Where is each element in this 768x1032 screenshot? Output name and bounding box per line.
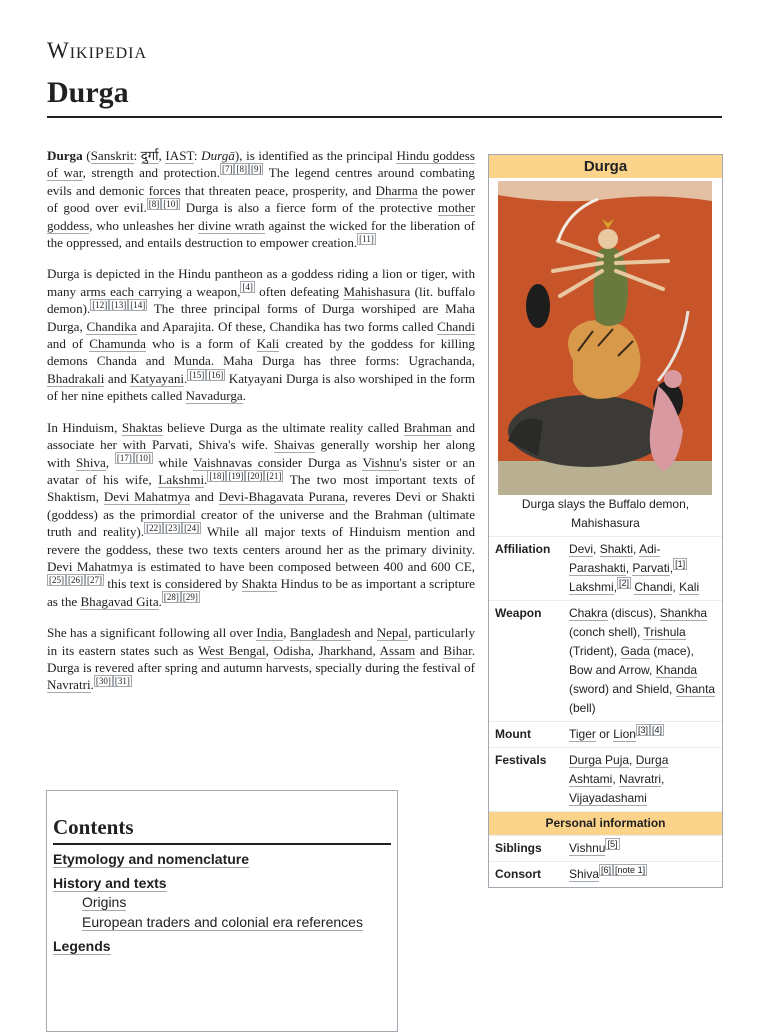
wiki-link[interactable]: Chandika (86, 318, 137, 334)
wiki-link[interactable]: [10] (163, 198, 179, 209)
wiki-link[interactable]: Kali (256, 336, 280, 352)
wiki-link[interactable]: Tiger (569, 727, 596, 741)
wiki-link[interactable]: Vaishnavas (193, 454, 253, 470)
wiki-link[interactable]: Shankha (659, 606, 708, 620)
wiki-link[interactable]: IAST (165, 148, 194, 163)
wiki-link[interactable]: [21] (266, 470, 282, 481)
wiki-link[interactable]: divine wrath (198, 217, 265, 233)
infobox-label: Siblings (495, 841, 542, 855)
wiki-link[interactable]: [5] (607, 839, 618, 849)
wiki-link[interactable]: [2] (619, 578, 630, 588)
wiki-link[interactable]: [30] (95, 676, 111, 687)
wiki-link[interactable]: Shakti (599, 542, 634, 556)
wiki-link[interactable]: Shaktas (121, 419, 163, 435)
wiki-link[interactable]: Shakta (241, 576, 278, 592)
wiki-link[interactable]: दुर्गा (140, 148, 159, 163)
wikipedia-logo[interactable]: Wikipedia (47, 38, 148, 63)
wiki-link[interactable]: [10] (135, 453, 151, 464)
citation[interactable] (599, 864, 647, 876)
wiki-link[interactable]: Nepal (376, 625, 408, 641)
wiki-link[interactable]: [23] (165, 522, 181, 533)
wiki-link[interactable]: Chakra (569, 606, 608, 620)
wiki-link[interactable]: [24] (184, 522, 200, 533)
citation[interactable] (240, 281, 255, 293)
toc-item-legends[interactable]: Legends (53, 938, 111, 954)
page-title: Durga (47, 76, 129, 109)
wiki-link[interactable]: [14] (130, 299, 146, 310)
citation[interactable] (115, 452, 153, 464)
wiki-link[interactable]: [9] (250, 164, 262, 175)
wiki-link[interactable]: [15] (189, 369, 205, 380)
wiki-link[interactable]: Vishnu (362, 454, 400, 470)
wiki-link[interactable]: [8] (148, 198, 160, 209)
wiki-link[interactable]: Bihar (443, 642, 472, 658)
wiki-link[interactable]: [27] (87, 574, 102, 585)
infobox-label: Weapon (495, 606, 542, 620)
wiki-link[interactable]: Lakshmi (569, 580, 614, 594)
painting-image[interactable] (498, 181, 712, 495)
wiki-link[interactable]: Lakshmi (158, 471, 205, 487)
article-body (47, 147, 475, 708)
infobox-row-siblings (489, 835, 722, 861)
wiki-link[interactable]: [8] (236, 164, 247, 175)
toc-item-european-traders[interactable]: European traders and colonial era references (82, 914, 363, 930)
wiki-link[interactable]: [3] (637, 725, 648, 735)
wiki-link[interactable]: Parvati (632, 561, 670, 575)
toc-item-history[interactable]: History and texts (53, 875, 167, 891)
infobox-value: Chakra (discus), Shankha (conch shell), Trishula (Trident), Gada (mace), Bow and Arrow, Khanda (sword) and Shield, Ghanta (bell) (569, 606, 716, 715)
wiki-link[interactable]: Durga Ashtami (569, 753, 669, 786)
citation[interactable] (90, 299, 147, 311)
infobox-label: Mount (495, 727, 531, 741)
wiki-link[interactable]: [29] (182, 592, 198, 603)
infobox-label: Consort (495, 867, 541, 881)
toc-title: Contents (53, 815, 134, 839)
wiki-link[interactable]: Shiva (569, 867, 600, 881)
wiki-link[interactable]: [19] (228, 470, 244, 481)
wiki-link[interactable]: Chandi (634, 580, 673, 594)
title-divider (47, 116, 722, 118)
wiki-link[interactable]: Bhadrakali (47, 370, 105, 386)
wiki-link[interactable]: Khanda (655, 663, 698, 677)
citation[interactable] (220, 163, 264, 175)
toc-divider (53, 843, 391, 845)
wiki-link[interactable]: mother goddess (47, 200, 476, 233)
citation[interactable] (144, 522, 201, 534)
wiki-link[interactable]: Jharkhand (318, 642, 373, 658)
paragraph-1: Durga (Sanskrit: दुर्गा, IAST: Durgā), is identified as the principal Hindu goddess of war, strength and protection. [7] [8] [9] The legend centres around combating evils and demonic forces that threaten peace, prosperity, and Dharma the power of good over evil. [8] [10] Durga is also a fierce form of the protective mother goddess, who unleashes her divine wrath against the wicked for the liberation of the oppressed, and entails destruction to empower creation. [11] (47, 148, 476, 251)
wiki-link[interactable]: [22] (146, 522, 162, 533)
wiki-link[interactable]: [1] (675, 559, 686, 569)
wiki-link[interactable]: Lion (613, 727, 636, 741)
wiki-link[interactable]: [4] (651, 725, 662, 735)
wiki-link[interactable]: Dharma (375, 182, 418, 198)
infobox-value: Tiger or Lion [3] [4] (569, 725, 662, 741)
citation[interactable] (147, 198, 181, 210)
infobox-row-consort (489, 861, 722, 887)
wiki-link[interactable]: Adi-Parashakti (569, 542, 661, 575)
wiki-link[interactable]: Navadurga (185, 388, 243, 404)
citation[interactable] (605, 838, 619, 850)
citation[interactable] (357, 233, 376, 245)
wiki-link[interactable]: Assam (379, 642, 416, 658)
wiki-link[interactable]: Shiva (76, 454, 106, 470)
wiki-link[interactable]: Durga Puja (569, 753, 630, 767)
wiki-link[interactable]: Chandi (437, 318, 475, 334)
wiki-link[interactable]: Navratri (619, 772, 662, 786)
infobox-row-festivals (489, 747, 722, 811)
wiki-link[interactable]: India (256, 625, 284, 641)
wiki-link[interactable]: Odisha (273, 642, 311, 658)
citation[interactable] (207, 470, 283, 482)
citation[interactable] (187, 369, 225, 381)
infobox-value (569, 839, 716, 858)
wiki-link[interactable]: [7] (221, 164, 233, 175)
wiki-link[interactable]: Brahman (403, 419, 452, 435)
wiki-link[interactable]: Devi-Bhagavata Purana (218, 489, 345, 505)
wiki-link[interactable]: Devi Mahatmya (103, 489, 191, 505)
paragraph-2: Durga is depicted in the Hindu pantheon as a goddess riding a lion or tiger, with many arms each carrying a weapon, [4] often defeating Mahishasura (lit. buffalo demon). [12] [13] [14] The three principal forms of Durga worshiped are Maha Durga, Chandika and Aparajita. Of these, Chandika has two forms called Chandi and of Chamunda who is a form of Kali created by the goddess for killing demons Chanda and Munda. Maha Durga has three forms: Ugrachanda, Bhadrakali and Katyayani. [15] [16] Katyayani Durga is also worshiped in the form of her nine epithets called Navadurga. (47, 266, 475, 404)
wiki-link[interactable]: Bhagavad Gita (80, 593, 159, 609)
wiki-link[interactable]: Sanskrit (90, 148, 134, 163)
wiki-link[interactable]: Trishula (643, 625, 686, 639)
wiki-link[interactable]: Mahishasura (343, 283, 411, 299)
citation[interactable] (617, 577, 631, 589)
wiki-link[interactable]: [28] (163, 592, 179, 603)
wiki-link[interactable]: Kali (679, 580, 700, 594)
wiki-link[interactable]: [18] (209, 470, 225, 481)
wiki-link[interactable]: [13] (111, 299, 127, 310)
wiki-link[interactable]: Hindu goddess of war (47, 148, 476, 181)
wiki-link[interactable]: [20] (247, 470, 263, 481)
infobox-row-mount (489, 721, 722, 747)
wiki-link[interactable]: [12] (92, 299, 108, 310)
wiki-link[interactable]: Devi (569, 542, 594, 556)
wiki-link[interactable]: Navratri (47, 677, 91, 693)
wiki-link[interactable]: [note 1] (615, 865, 646, 875)
citation[interactable] (162, 591, 200, 603)
wiki-link[interactable]: West Bengal (198, 642, 266, 658)
infobox (488, 154, 723, 888)
wiki-link[interactable]: [6] (601, 865, 612, 875)
infobox-title: Durga (489, 155, 722, 178)
wiki-link[interactable]: [31] (114, 676, 130, 687)
wiki-link[interactable]: Vishnu (569, 841, 606, 855)
wiki-link[interactable]: [16] (208, 369, 224, 380)
wiki-link[interactable]: [4] (242, 282, 253, 293)
infobox-value: Durga Puja, Durga Ashtami, Navratri, Vijayadashami (569, 753, 669, 805)
citation[interactable] (94, 675, 132, 687)
infobox-row-affiliation (489, 536, 722, 600)
wiki-link[interactable]: Bangladesh (289, 625, 351, 641)
infobox-row-weapon (489, 600, 722, 721)
citation[interactable] (636, 724, 664, 736)
toc-item-origins[interactable]: Origins (82, 894, 127, 910)
wiki-link[interactable]: [25] (49, 574, 64, 585)
wiki-link[interactable]: Gada (620, 644, 650, 658)
wiki-link[interactable]: [26] (68, 574, 83, 585)
infobox-value: Devi, Shakti, Adi-Parashakti, Parvati, [1] Lakshmi, [2] Chandi, Kali (569, 542, 700, 594)
paragraph-3: In Hinduism, Shaktas believe Durga as the ultimate reality called Brahman and associate her with Parvati, Shiva's wife. Shaivas generally worship her along with Shiva, [17] [10] while Vaishnavas consider Durga as Vishnu's sister or an avatar of his wife, Lakshmi. [18] [19] [20] [21] The two most important texts of Shaktism, Devi Mahatmya and Devi-Bhagavata Purana, reveres Devi or Shakti (goddess) as the primordial creator of the universe and the Brahman (ultimate truth and reality). [22] [23] [24] While all major texts of Hinduism mention and revere the goddess, these two texts centers around her as the primary divinity. Devi Mahatmya is estimated to have been composed between 400 and 600 CE,[25] [26] [27] this text is considered by Shakta Hindus to be as important a scripture as the Bhagavad Gita. [28] [29] (47, 419, 475, 609)
paragraph-4: She has a significant following all over India, Bangladesh and Nepal, particularly in its eastern states such as West Bengal, Odisha, Jharkhand, Assam and Bihar. Durga is revered after spring and autumn harvests, specially during the festival of Navratri. [30] [31] (47, 625, 475, 693)
table-of-contents (46, 790, 398, 1032)
infobox-value (569, 865, 716, 884)
wiki-link[interactable]: [11] (359, 233, 374, 244)
toc-item-etymology[interactable]: Etymology and nomenclature (53, 851, 250, 867)
wiki-link[interactable]: Shaivas (273, 437, 315, 453)
wiki-link[interactable]: Vijayadashami (569, 791, 647, 805)
wiki-link[interactable]: Chamunda (89, 336, 146, 352)
infobox-label: Festivals (495, 753, 547, 767)
infobox-label: Affiliation (495, 542, 551, 556)
infobox-caption: Durga slays the Buffalo demon, Mahishasura (521, 497, 690, 530)
citation[interactable] (673, 558, 687, 570)
personal-information-header: Personal information (489, 811, 722, 835)
wiki-link[interactable]: Ghanta (675, 682, 716, 696)
wiki-link[interactable]: [17] (116, 453, 132, 464)
citation[interactable] (47, 574, 104, 586)
wiki-link[interactable]: Katyayani (130, 370, 185, 386)
